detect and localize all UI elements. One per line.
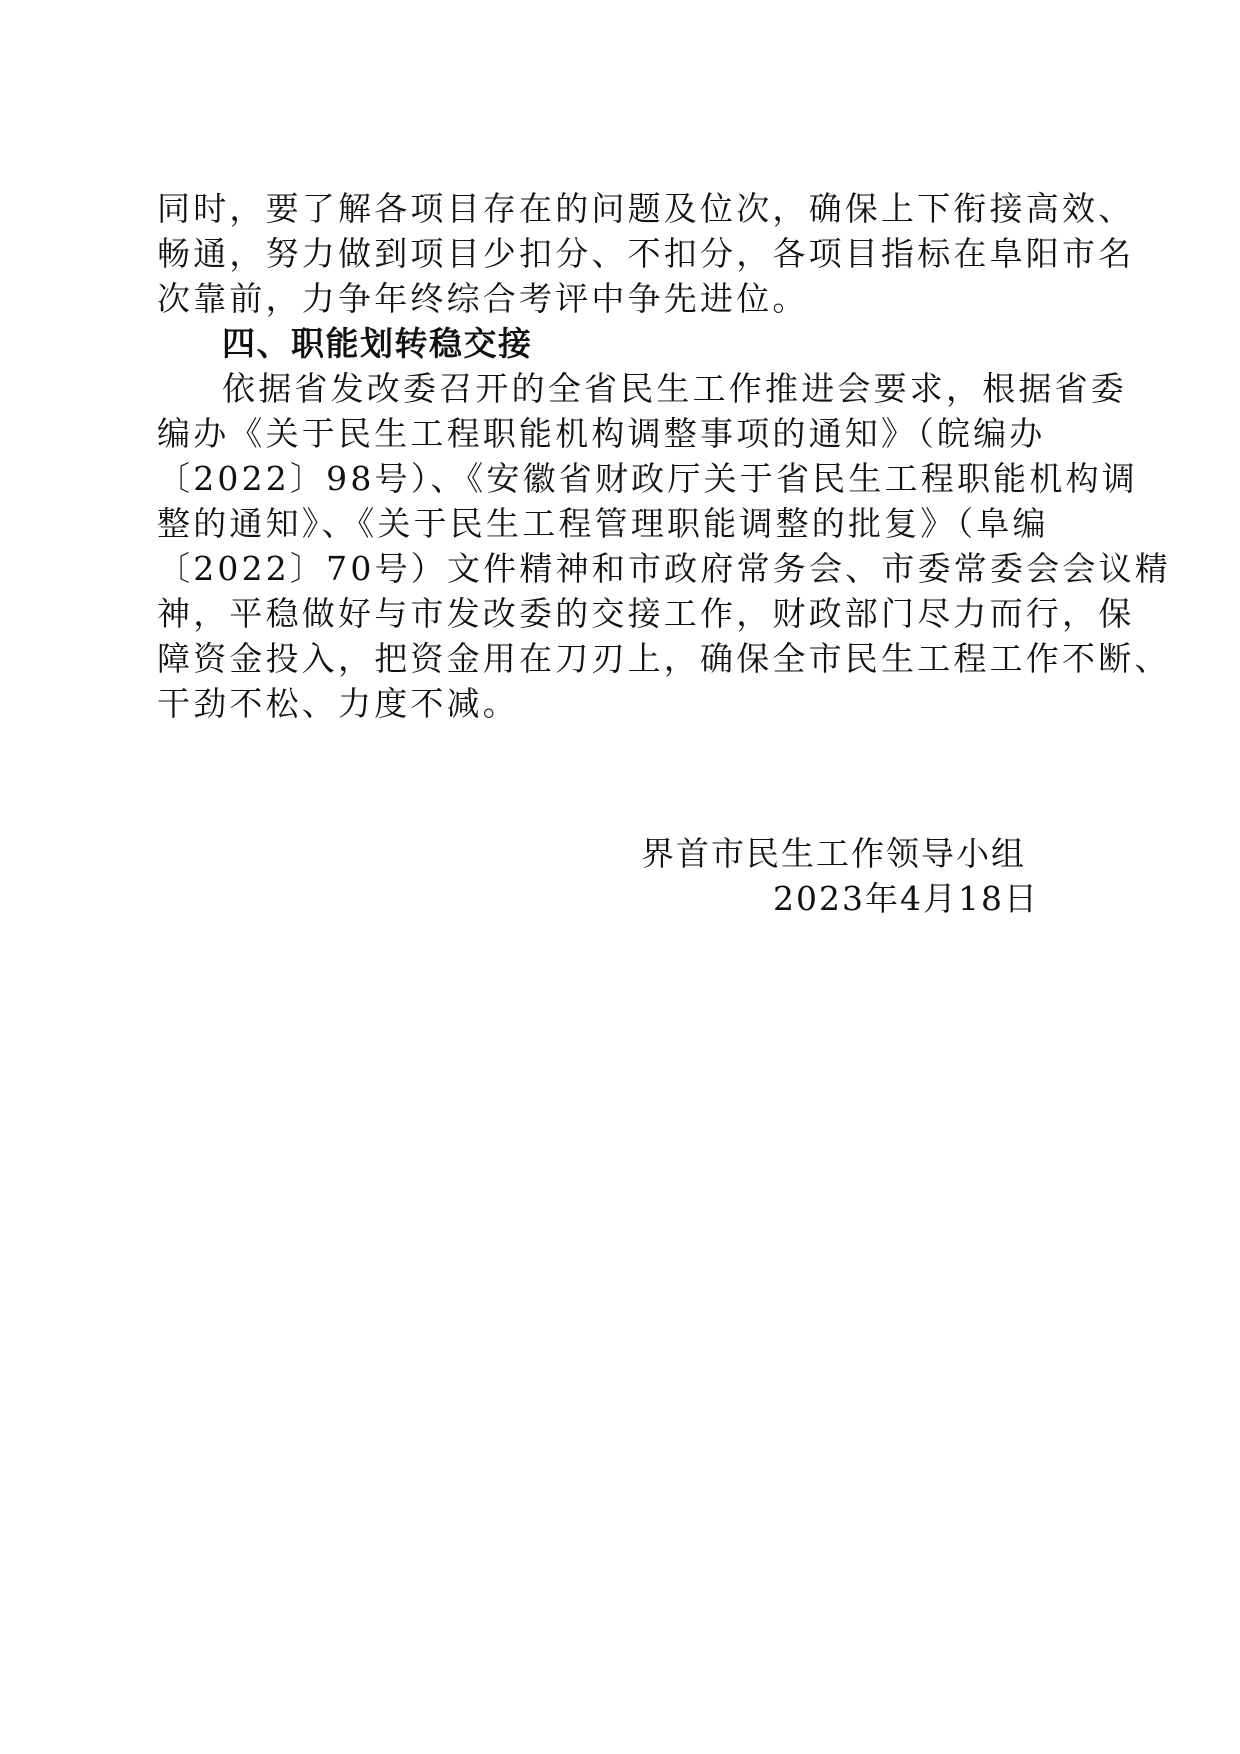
paragraph-line: 同时，要了解各项目存在的问题及位次，确保上下衔接高效、 — [157, 189, 1135, 228]
paragraph-line: 〔2022〕98号）、《安徽省财政厅关于省民生工程职能机构调 — [157, 459, 1138, 498]
section-heading: 四、职能划转稳交接 — [222, 324, 533, 363]
paragraph-line: 神，平稳做好与市发改委的交接工作，财政部门尽力而行，保 — [157, 594, 1135, 633]
paragraph-line: 畅通，努力做到项目少扣分、不扣分，各项目指标在阜阳市名 — [157, 234, 1135, 273]
paragraph-line: 依据省发改委召开的全省民生工作推进会要求，根据省委 — [222, 369, 1127, 408]
paragraph-line: 干劲不松、力度不减。 — [157, 684, 519, 723]
paragraph-line: 编办《关于民生工程职能机构调整事项的通知》（皖编办 — [157, 414, 1046, 453]
paragraph-line: 障资金投入，把资金用在刀刃上，确保全市民生工程工作不断、 — [157, 639, 1171, 678]
signature-date: 2023年4月18日 — [773, 879, 1039, 918]
paragraph-line: 〔2022〕70号）文件精神和市政府常务会、市委常委会会议精 — [157, 549, 1171, 588]
paragraph-line: 整的通知》、《关于民生工程管理职能调整的批复》（阜编 — [157, 504, 1049, 543]
paragraph-line: 次靠前，力争年终综合考评中争先进位。 — [157, 279, 809, 318]
signature-organization: 界首市民生工作领导小组 — [641, 834, 1026, 873]
